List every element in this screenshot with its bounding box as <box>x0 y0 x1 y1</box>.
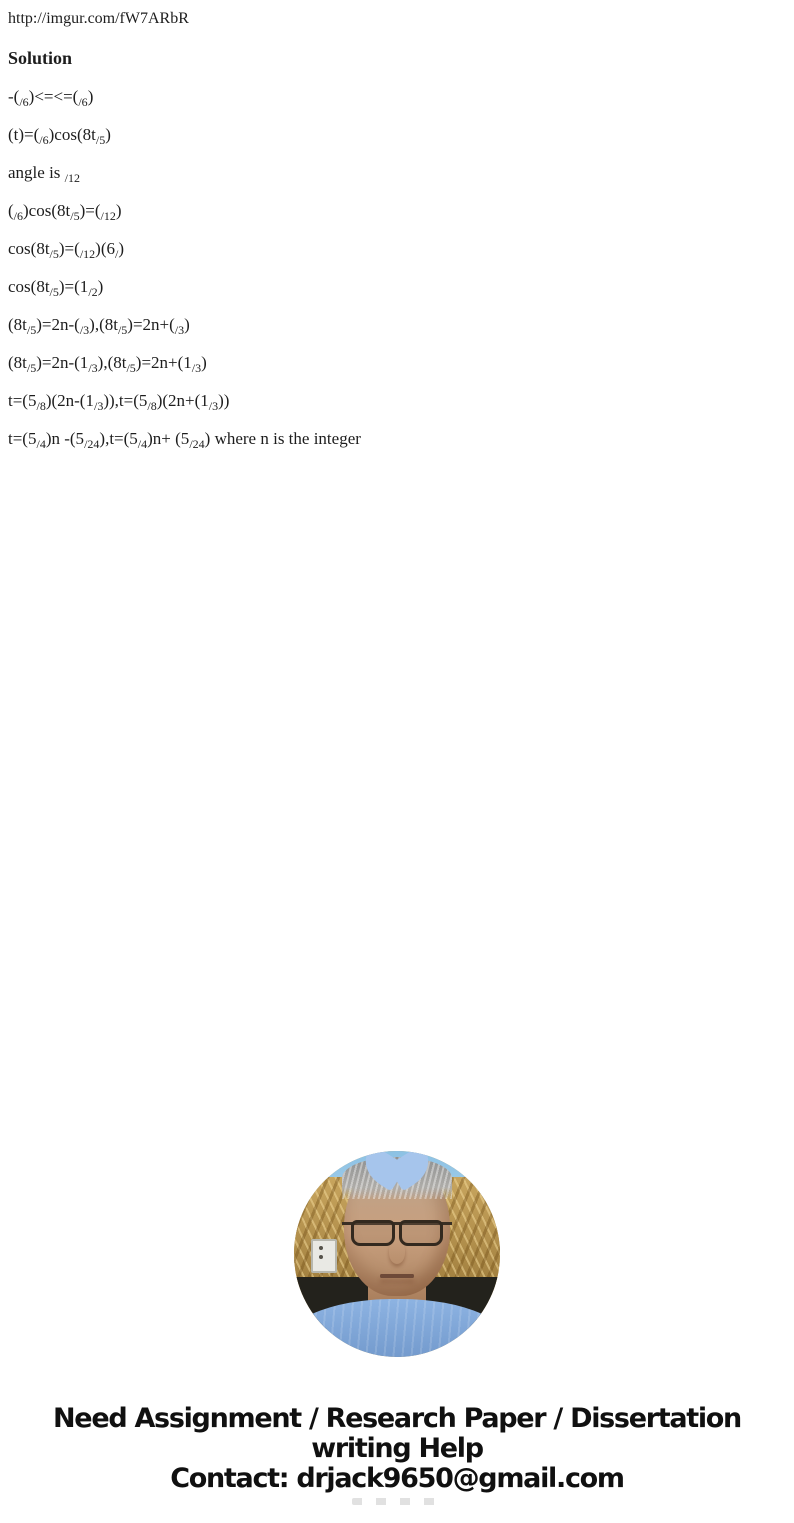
footer-line-2: writing Help <box>311 1433 483 1464</box>
math-line: $(8t_{/5})=2n-(_{/3}),(8t_{/5})=2n+(_{/3})$ <box>8 315 190 337</box>
math-line: $(t)=(_{/6})\cos(8t_{/5})$ <box>8 125 111 147</box>
footer-line-1: Need Assignment / Research Paper / Dissertation <box>53 1403 741 1434</box>
solution-document <box>0 0 794 449</box>
math-line: $-(_{/6})<=<=(_{/6})$ <box>8 87 94 109</box>
solution-heading: Solution <box>8 48 73 68</box>
cutoff-text-remnant <box>352 1498 448 1505</box>
math-line: $\cos(8t_{/5})=(1_{/2})$ <box>8 277 104 299</box>
photo-nose <box>389 1242 405 1264</box>
math-line: angle is $_{/12}$ <box>8 163 80 185</box>
glasses-icon <box>350 1220 444 1242</box>
glasses-right-lens <box>399 1220 443 1246</box>
source-url: http://imgur.com/fW7ARbR <box>8 10 189 27</box>
photo-mouth <box>380 1274 414 1278</box>
footer-banner <box>0 1404 794 1494</box>
tutor-photo <box>294 1151 500 1357</box>
math-line: $\cos(8t_{/5})=(_{/12})(6_/)$ <box>8 239 124 261</box>
photo-switch-plate <box>311 1239 337 1273</box>
math-line: $(_{/6})\cos(8t_{/5})=(_{/12})$ <box>8 201 122 223</box>
footer-contact: Contact: drjack9650@gmail.com <box>170 1463 624 1494</box>
solution-lines <box>8 86 786 449</box>
math-line: $t=(5_{/4})n$ $-(5_{/24}),t=(5_{/4})n+ (5_{/24})$ where n is the integer <box>8 429 361 451</box>
math-line: $(8t_{/5})=2n-(1_{/3}),(8t_{/5})=2n+(1_{/3})$ <box>8 353 207 375</box>
glasses-left-lens <box>351 1220 395 1246</box>
math-line: $t=(5_{/8})(2n-(1_{/3})),t=(5_{/8})(2n+(1_{/3}))$ <box>8 391 230 413</box>
